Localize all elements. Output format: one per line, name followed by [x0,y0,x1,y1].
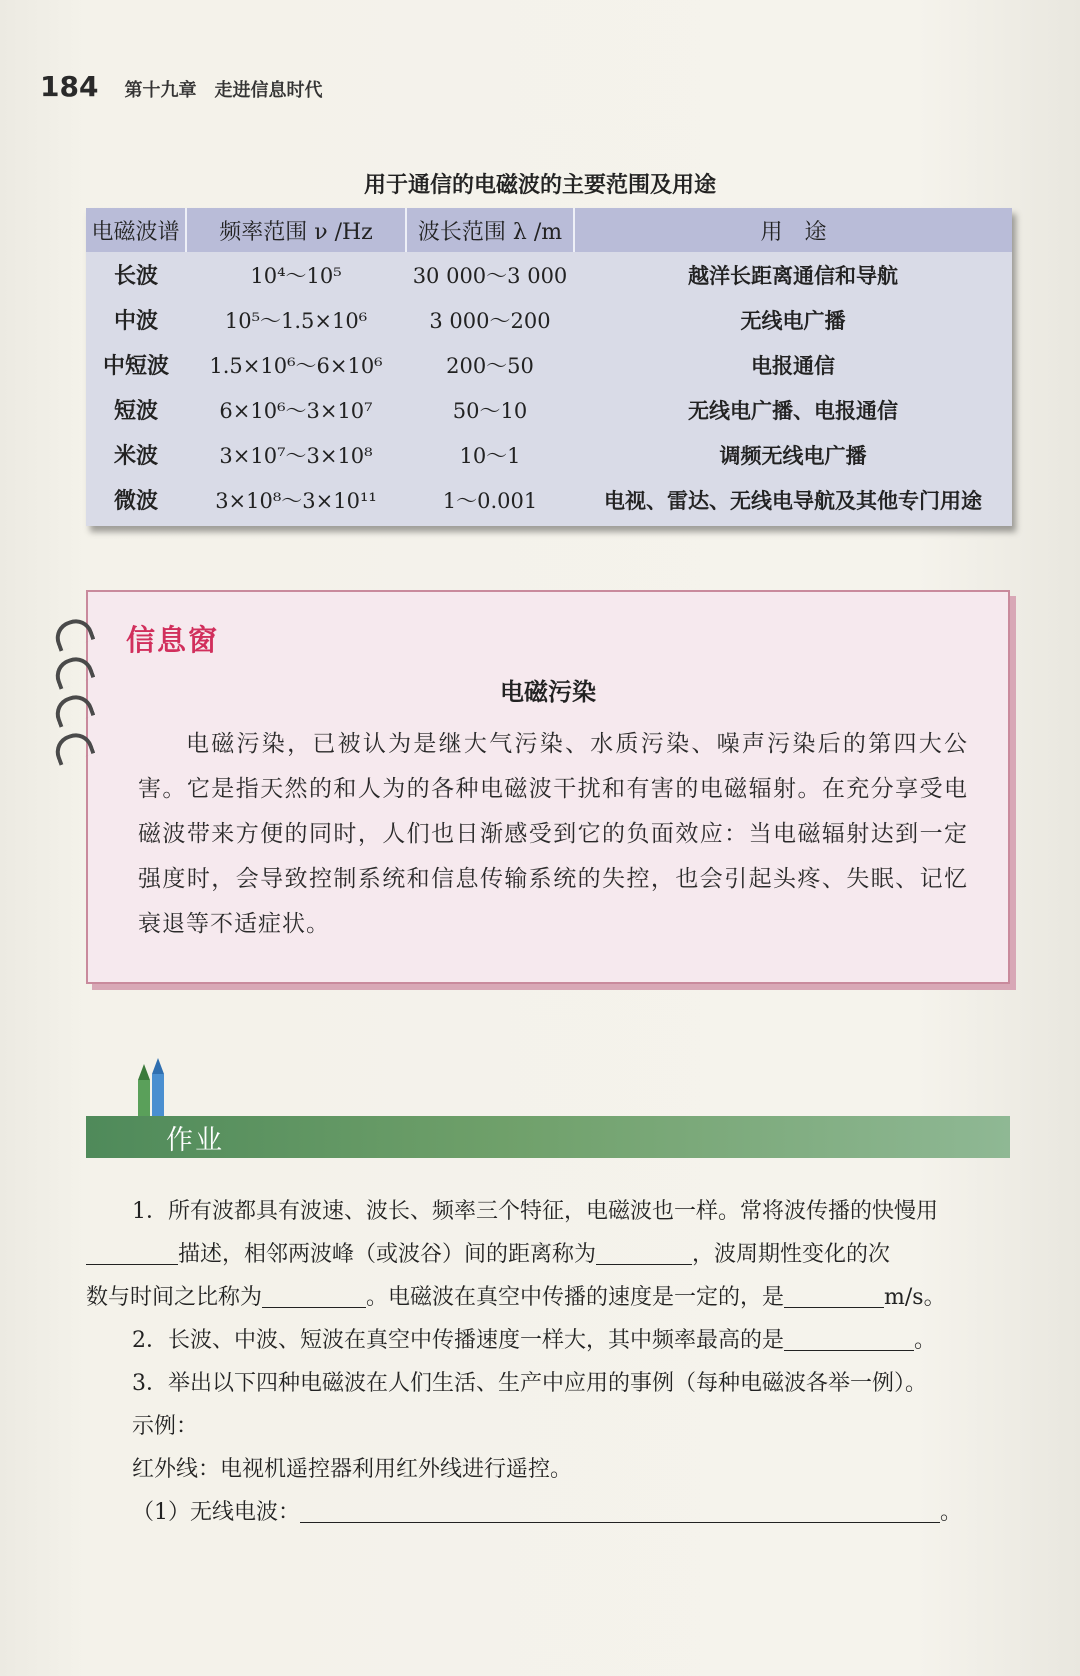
q1-text-e: 。电磁波在真空中传播的速度是一定的，是 [366,1285,785,1310]
info-window-body: 电磁污染，已被认为是继大气污染、水质污染、噪声污染后的第四大公害。它是指天然的和人为的各种电磁波干扰和有害的电磁辐射。在充分享受电磁波带来方便的同时，人们也日渐感受到它的负面效应：当电磁辐射达到一定强度时，会导致控制系统和信息传输系统的失控，也会引起头疼、失眠、记忆衰退等不适症状。 [138,731,968,937]
header-use: 用 途 [574,208,1012,252]
q3-item-1-blank[interactable] [300,1496,940,1523]
cell-wavelength: 200～50 [446,353,534,378]
question-2 [86,1319,1006,1362]
table-row [86,297,1012,342]
em-wave-table [86,208,1012,526]
info-window-title: 电磁污染 [500,678,596,706]
q2-text-a: 2．长波、中波、短波在真空中传播速度一样大，其中频率最高的是 [132,1328,784,1353]
q3-text-a: 3．举出以下四种电磁波在人们生活、生产中应用的事例（每种电磁波各举一例）。 [132,1371,927,1396]
q1-blank-2[interactable] [596,1238,692,1265]
homework-banner [86,1116,1010,1158]
page-header [40,70,322,103]
cell-frequency: 6×10⁶～3×10⁷ [219,398,373,423]
cell-name: 微波 [113,488,158,514]
question-1 [86,1190,1006,1319]
cell-wavelength: 3 000～200 [429,308,551,333]
q1-blank-4[interactable] [784,1281,884,1308]
table-header-row [86,208,1012,252]
q3-item-1-label: （1）无线电波： [132,1500,300,1525]
table-row [86,252,1012,297]
q1-text-c: ，波周期性变化的次 [692,1242,891,1267]
table-row [86,477,1012,522]
q2-blank[interactable] [784,1324,914,1351]
cell-frequency: 3×10⁷～3×10⁸ [219,443,373,468]
cell-name: 长波 [113,263,158,289]
cell-name: 中波 [113,308,158,334]
q1-text-d: 数与时间之比称为 [86,1285,263,1310]
question-3 [86,1362,1006,1534]
q1-blank-1[interactable] [86,1238,178,1265]
q3-example-label: 示例： [132,1414,199,1439]
cell-use: 无线电广播、电报通信 [688,398,898,423]
cell-use: 越洋长距离通信和导航 [688,263,898,288]
page-number: 184 [40,70,99,103]
cell-use: 电视、雷达、无线电导航及其他专门用途 [604,488,982,513]
cell-wavelength: 50～10 [452,398,528,423]
chapter-title: 第十九章 走进信息时代 [124,80,323,101]
q1-text-b: 描述，相邻两波峰（或波谷）间的距离称为 [178,1242,597,1267]
cell-frequency: 10⁵～1.5×10⁶ [224,308,368,333]
cell-use: 电报通信 [751,353,835,378]
cell-frequency: 1.5×10⁶～6×10⁶ [209,353,383,378]
cell-frequency: 10⁴～10⁵ [250,263,342,288]
homework-label: 作业 [166,1125,224,1156]
q3-example: 红外线：电视机遥控器利用红外线进行遥控。 [132,1457,573,1482]
cell-wavelength: 30 000～3 000 [412,263,568,288]
header-spectrum: 电磁波谱 [86,208,186,252]
table-row [86,432,1012,477]
cell-use: 无线电广播 [740,308,846,333]
cell-name: 米波 [113,443,158,469]
header-wavelength: 波长范围 λ /m [406,208,574,252]
q1-text-a: 1．所有波都具有波速、波长、频率三个特征，电磁波也一样。常将波传播的快慢用 [132,1199,938,1224]
q1-blank-3[interactable] [262,1281,366,1308]
info-window-label: 信息窗 [126,623,220,657]
header-frequency: 频率范围 ν /Hz [186,208,406,252]
q1-text-f: m/s。 [884,1285,946,1310]
cell-wavelength: 1～0.001 [442,488,538,513]
table-title: 用于通信的电磁波的主要范围及用途 [363,173,716,198]
table-row [86,342,1012,387]
cell-name: 中短波 [102,353,169,379]
cell-use: 调频无线电广播 [719,443,867,468]
cell-name: 短波 [113,398,158,424]
cell-frequency: 3×10⁸～3×10¹¹ [215,488,377,513]
cell-wavelength: 10～1 [459,443,521,468]
q3-item-1-end: 。 [940,1500,963,1525]
q2-text-b: 。 [914,1328,937,1353]
table-row [86,387,1012,432]
